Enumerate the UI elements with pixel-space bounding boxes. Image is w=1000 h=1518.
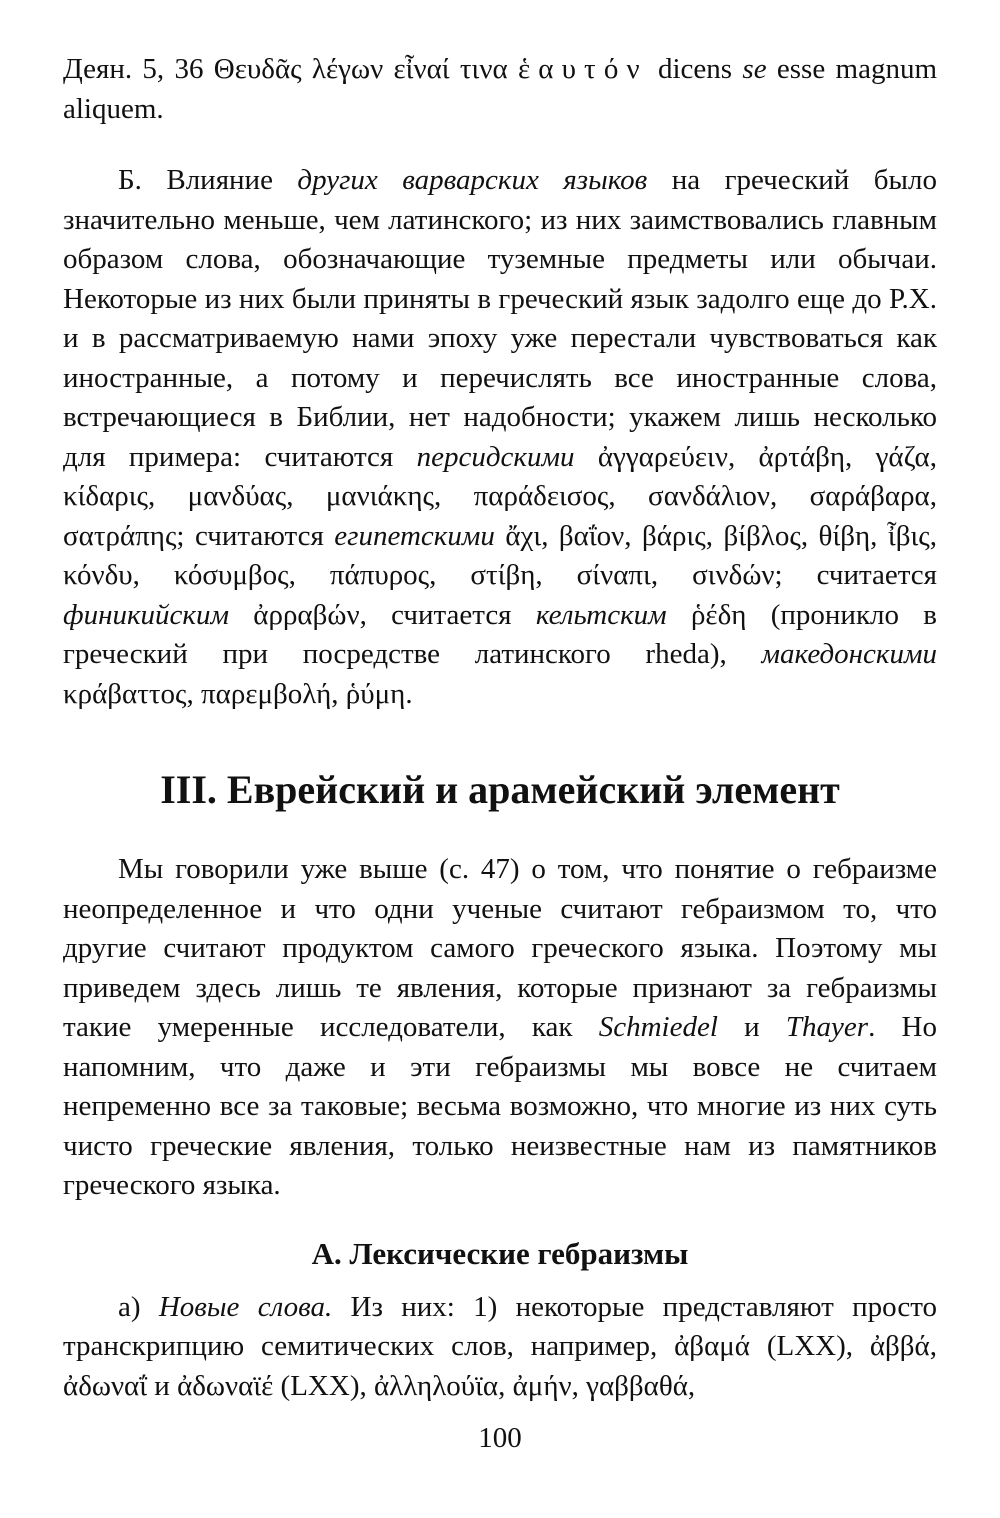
page-body bbox=[63, 50, 937, 1406]
page-number: 100 bbox=[478, 1422, 522, 1454]
paragraph-other-languages: Б. Влияние других варварских языков на греческий было значительно меньше, чем латинского; из них заимствовались главным образом слова, обозначающие туземные предметы или обычаи. Некоторые из них были приняты в греческий язык задолго еще до Р.Х. и в рассматриваемую нами эпоху уже перестали чувствоваться как иностранные, а потому и перечислять все иностранные слова, встречающиеся в Библии, нет надобности; укажем лишь несколько для примера: считаются персидскими ἀγγαρεύειν, ἀρτάβη, γάζα, κίδαρις, μανδύας, μανιάκης, παράδεισος, σανδάλιον, σαράβαρα, σατράπης; считаются египетскими ἄχι, βαΐον, βάρις, βίβλος, θίβη, ἶβις, κόνδυ, κόσυμβος, πάπυρος, στίβη, σίναπι, σινδών; считается финикийским ἀρραβών, считается кельтским ῥέδη (проникло в греческий при посредстве латинского rheda), македонскими κράβαττος, παρεμβολή, ῥύμη. bbox=[63, 164, 937, 710]
subsection-heading: А. Лексические гебраизмы bbox=[311, 1235, 689, 1271]
paragraph-hebraisms-intro: Мы говорили уже выше (с. 47) о том, что понятие о гебраизме неопределенное и что одни ученые считают гебраизмом то, что другие считают продуктом самого греческого языка. Поэтому мы приведем здесь лишь те явления, которые признают за гебраизмы такие умеренные исследователи, как Schmiedel и Thayer. Но напомним, что даже и эти гебраизмы мы вовсе не считаем непременно все за таковые; весьма возможно, что многие из них суть чисто греческие явления, только неизвестные нам из памятников греческого языка. bbox=[63, 853, 937, 1201]
paragraph-new-words: а) Новые слова. Из них: 1) некоторые представляют просто транскрипцию семитических слов, например, ἀβαμά (LXX), ἀββά, ἀδωναΐ и ἀδωναϊέ (LXX), ἀλληλούϊα, ἀμήν, γαββαθά, bbox=[63, 1290, 937, 1402]
paragraph-acts-citation: Деян. 5, 36 Θευδᾶς λέγων εἶναί τινα ἑαυτόν dicens se esse magnum aliquem. bbox=[63, 53, 937, 125]
section-heading: III. Еврейский и арамейский элемент bbox=[160, 767, 840, 812]
spaced-greek-word: ἑαυτόν bbox=[517, 53, 648, 85]
